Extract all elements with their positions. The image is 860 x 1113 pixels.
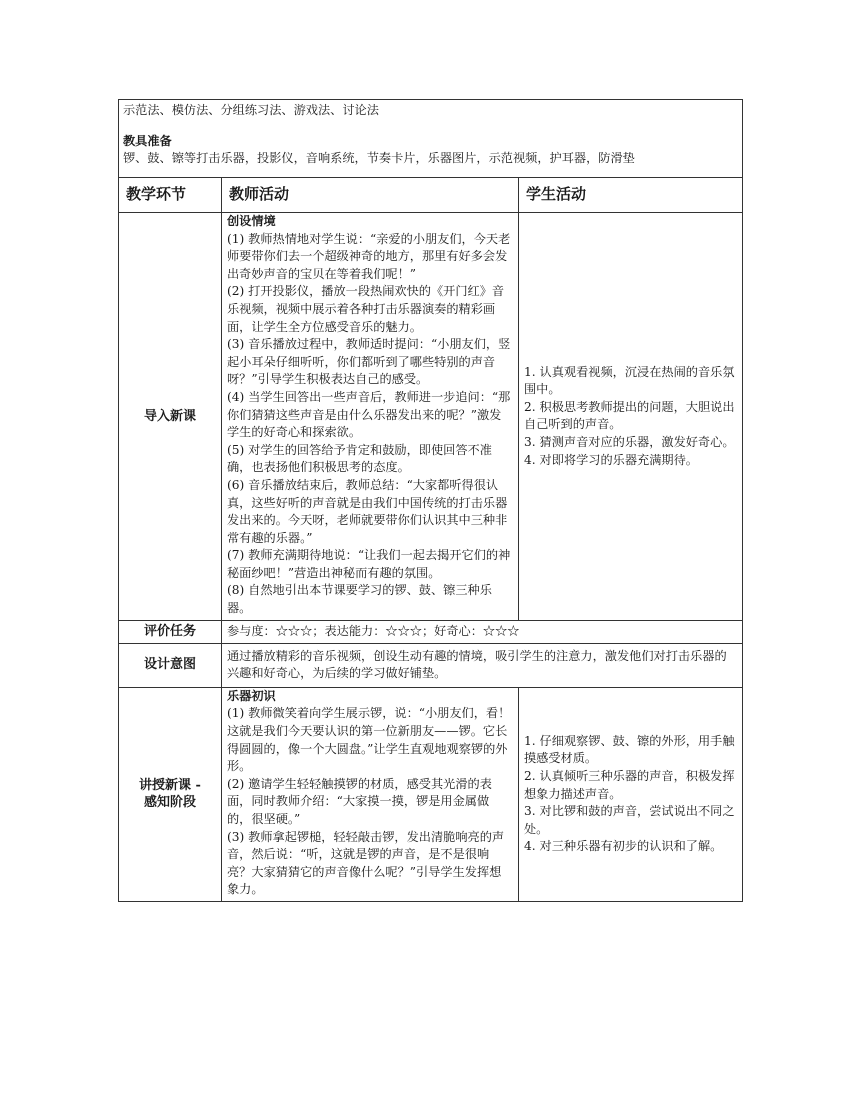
intro-section-title: 创设情境 (227, 214, 276, 228)
perception-student-step: 3. 对比锣和鼓的声音，尝试说出不同之处。 (524, 804, 735, 836)
intro-teacher-cell (222, 213, 519, 621)
intro-student-step: 2. 积极思考教师提出的问题，大胆说出自己听到的声音。 (524, 399, 735, 432)
intro-teacher-step: (5) 对学生的回答给予肯定和鼓励，即使回答不准确，也表扬他们积极思考的态度。 (227, 442, 492, 475)
perception-teacher-step: (2) 邀请学生轻轻触摸锣的材质，感受其光滑的表面，同时教师介绍：“大家摸一摸，锣是用金属做的，很坚硬。” (227, 776, 492, 826)
intro-student-cell (519, 213, 743, 621)
design-text: 通过播放精彩的音乐视频，创设生动有趣的情境，吸引学生的注意力，激发他们对打击乐器的兴趣和好奇心，为后续的学习做好铺垫。 (222, 643, 743, 687)
design-row (119, 643, 743, 687)
methods-equipment-row (119, 100, 743, 178)
evaluation-text: 参与度：☆☆☆；表达能力：☆☆☆；好奇心：☆☆☆ (222, 620, 743, 643)
perception-stage-label-line1: 讲授新课 - (139, 777, 201, 793)
perception-row (119, 687, 743, 901)
intro-stage-label: 导入新课 (119, 213, 222, 621)
perception-student-step: 1. 仔细观察锣、鼓、镲的外形，用手触摸感受材质。 (524, 733, 735, 766)
evaluation-label: 评价任务 (119, 620, 222, 643)
intro-teacher-step: (8) 自然地引出本节课要学习的锣、鼓、镲三种乐器。 (227, 583, 492, 616)
intro-student-step: 4. 对即将学习的乐器充满期待。 (524, 452, 698, 467)
perception-student-step: 4. 对三种乐器有初步的认识和了解。 (524, 839, 723, 854)
intro-teacher-step: (3) 音乐播放过程中，教师适时提问：“小朋友们，竖起小耳朵仔细听听，你们都听到了哪些特别的声音呀？”引导学生积极表达自己的感受。 (227, 337, 511, 387)
header-student: 学生活动 (519, 178, 743, 213)
intro-teacher-step: (2) 打开投影仪，播放一段热闹欢快的《开门红》音乐视频，视频中展示着各种打击乐器演奏的精彩画面，让学生全方位感受音乐的魅力。 (227, 284, 505, 334)
lesson-plan-page (118, 99, 742, 902)
intro-teacher-step: (7) 教师充满期待地说：“让我们一起去揭开它们的神秘面纱吧！”营造出神秘而有趣的氛围。 (227, 548, 511, 580)
header-teacher: 教师活动 (222, 178, 519, 213)
table-header-row (119, 178, 743, 213)
header-stage: 教学环节 (119, 178, 222, 213)
intro-student-step: 1. 认真观看视频，沉浸在热闹的音乐氛围中。 (524, 364, 735, 397)
teaching-methods-text: 示范法、模仿法、分组练习法、游戏法、讨论法 (123, 103, 379, 117)
intro-teacher-step: (1) 教师热情地对学生说：“亲爱的小朋友们，今天老师要带你们去一个超级神奇的地方，那里有好多会发出奇妙声音的宝贝在等着我们呢！” (227, 231, 511, 281)
design-label: 设计意图 (119, 643, 222, 687)
perception-stage-label-line2: 感知阶段 (143, 795, 196, 811)
intro-student-step: 3. 猜测声音对应的乐器，激发好奇心。 (524, 434, 735, 449)
perception-teacher-step: (3) 教师拿起锣槌，轻轻敲击锣，发出清脆响亮的声音，然后说：“听，这就是锣的声音，是不是很响亮？大家猜猜它的声音像什么呢？”引导学生发挥想象力。 (227, 829, 505, 897)
perception-section-title: 乐器初识 (227, 688, 276, 703)
lesson-plan-table (118, 99, 743, 902)
intro-teacher-step: (6) 音乐播放结束后，教师总结：“大家都听得很认真，这些好听的声音就是由我们中国传统的打击乐器发出来的。今天呀，老师就要带你们认识其中三种非常有趣的乐器。” (227, 477, 508, 545)
intro-teacher-step: (4) 当学生回答出一些声音后，教师进一步追问：“那你们猜猜这些声音是由什么乐器发出来的呢？”激发学生的好奇心和探索欲。 (227, 389, 511, 440)
equipment-text: 锣、鼓、镲等打击乐器，投影仪，音响系统，节奏卡片，乐器图片，示范视频，护耳器，防滑垫 (123, 151, 635, 166)
perception-teacher-step: (1) 教师微笑着向学生展示锣，说：“小朋友们，看！这就是我们今天要认识的第一位新朋友——锣。它长得圆圆的，像一个大圆盘。”让学生直观地观察锣的外形。 (227, 706, 511, 774)
equipment-label: 教具准备 (123, 133, 172, 148)
intro-row (119, 213, 743, 621)
methods-equipment-cell (119, 100, 743, 178)
perception-student-step: 2. 认真倾听三种乐器的声音，积极发挥想象力描述声音。 (524, 769, 735, 801)
evaluation-row (119, 620, 743, 643)
perception-teacher-cell (222, 687, 519, 901)
perception-student-cell (519, 687, 743, 901)
perception-stage-cell (119, 687, 222, 901)
